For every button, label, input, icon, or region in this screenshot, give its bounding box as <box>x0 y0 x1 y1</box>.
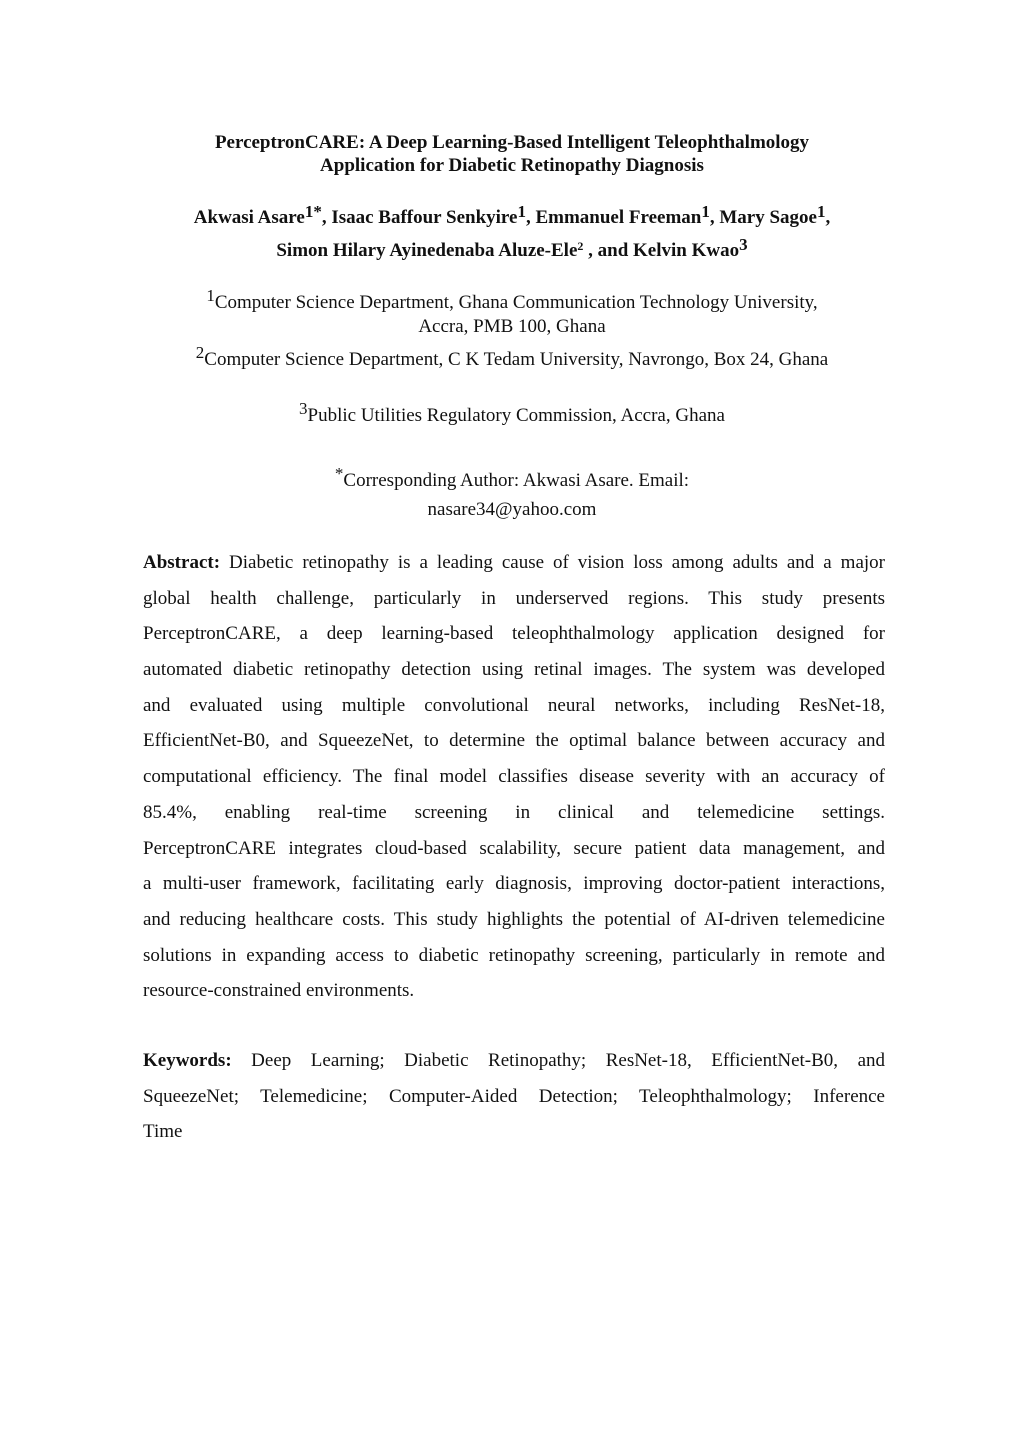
author-name: , Mary Sagoe <box>709 207 817 228</box>
abstract-line: 85.4%, enabling real-time screening in clinical and telemedicine settings. <box>143 801 885 823</box>
affiliation-1-line-1 <box>80 286 944 315</box>
affiliation-text: Computer Science Department, C K Tedam University, Navrongo, Box 24, Ghana <box>204 349 829 370</box>
affiliation-1 <box>80 286 944 339</box>
affiliation-mark: 1 <box>206 286 215 305</box>
abstract-line <box>143 545 885 581</box>
abstract-line: global health challenge, particularly in underserved regions. This study presents <box>143 587 885 609</box>
abstract-label: Abstract: <box>143 552 221 573</box>
abstract-line: PerceptronCARE integrates cloud-based scalability, secure patient data management, and <box>143 837 885 859</box>
author-affiliation-mark: 1 <box>517 202 526 221</box>
author-affiliation-mark: 1* <box>304 202 322 221</box>
keywords-label: Keywords: <box>143 1050 232 1071</box>
abstract-line: PerceptronCARE, a deep learning-based teleophthalmology application designed for <box>143 623 885 645</box>
keywords-line: SqueezeNet; Telemedicine; Computer-Aided Detection; Teleophthalmology; Inference <box>143 1085 885 1107</box>
affiliation-3-line <box>80 399 944 428</box>
abstract <box>143 545 885 1009</box>
keywords-line: Time <box>143 1121 183 1143</box>
keywords <box>143 1043 885 1150</box>
corresponding-line-1 <box>80 466 944 495</box>
abstract-text: Diabetic retinopathy is a leading cause of vision loss among adults and a major <box>220 552 885 573</box>
abstract-line: EfficientNet-B0, and SqueezeNet, to determine the optimal balance between accuracy and <box>143 730 885 752</box>
abstract-line: and reducing healthcare costs. This study highlights the potential of AI-driven telemedicine <box>143 908 885 930</box>
author-affiliation-mark: 3 <box>739 235 748 254</box>
author-name: , Isaac Baffour Senkyire <box>321 207 518 228</box>
keywords-line <box>143 1043 885 1079</box>
title-line-1: PerceptronCARE: A Deep Learning-Based Intelligent Teleophthalmology <box>214 132 810 153</box>
author-name: Simon Hilary Ayinedenaba Aluze-Ele <box>276 240 578 261</box>
author-list <box>90 201 934 267</box>
corresponding-author <box>80 466 944 524</box>
paper-title <box>100 131 924 177</box>
author-name: , Emmanuel Freeman <box>525 207 702 228</box>
affiliation-2 <box>80 343 944 372</box>
author-name: Akwasi Asare <box>193 207 305 228</box>
affiliation-mark: 3 <box>299 399 308 418</box>
author-line-2 <box>90 234 934 267</box>
corresponding-mark: * <box>334 464 344 483</box>
affiliation-text: Public Utilities Regulatory Commission, Accra, Ghana <box>307 405 725 426</box>
author-separator: , <box>825 207 831 228</box>
author-line-1 <box>90 201 934 234</box>
title-line-2: Application for Diabetic Retinopathy Diagnosis <box>320 155 704 176</box>
affiliation-mark: 2 <box>195 343 205 362</box>
author-name: , and Kelvin Kwao <box>583 240 740 261</box>
corresponding-email: nasare34@yahoo.com <box>427 499 597 520</box>
abstract-line: resource-constrained environments. <box>143 980 415 1002</box>
abstract-line: automated diabetic retinopathy detection using retinal images. The system was developed <box>143 659 885 681</box>
abstract-line: a multi-user framework, facilitating early diagnosis, improving doctor-patient interactions, <box>143 873 885 895</box>
corresponding-text: Corresponding Author: Akwasi Asare. Email: <box>343 470 690 491</box>
affiliation-2-line <box>80 343 944 372</box>
keywords-text: Deep Learning; Diabetic Retinopathy; ResNet-18, EfficientNet-B0, and <box>231 1050 885 1071</box>
affiliation-3 <box>80 399 944 428</box>
author-affiliation-mark: 1 <box>816 202 826 221</box>
abstract-line: computational efficiency. The final model classifies disease severity with an accuracy of <box>143 766 885 788</box>
abstract-line: and evaluated using multiple convolutional neural networks, including ResNet-18, <box>143 694 885 716</box>
affiliation-text: Computer Science Department, Ghana Communication Technology University, <box>214 292 818 313</box>
abstract-line: solutions in expanding access to diabetic retinopathy screening, particularly in remote and <box>143 944 885 966</box>
author-affiliation-mark: 2 <box>577 239 584 253</box>
affiliation-1-line-2: Accra, PMB 100, Ghana <box>418 316 606 337</box>
author-affiliation-mark: 1 <box>701 202 710 221</box>
